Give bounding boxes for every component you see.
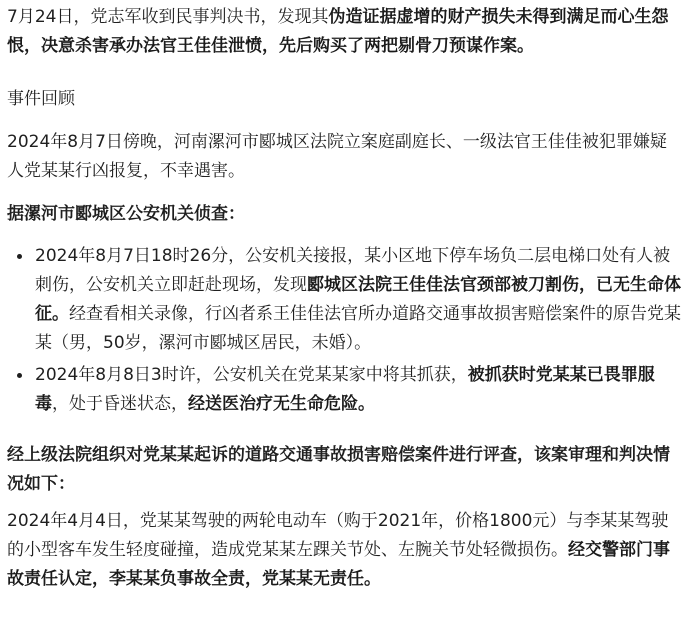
article-body xyxy=(7,3,683,594)
case-paragraph xyxy=(7,507,683,594)
list-item-emphasis: 经送医治疗无生命危险。 xyxy=(188,394,375,414)
list-item-emphasis: 郾城区法院王佳佳法官颈部被刀割伤，已无生命体征。 xyxy=(35,275,681,324)
list-item xyxy=(35,361,683,419)
bullet-dot-icon xyxy=(17,373,22,378)
case-text: 2024年4月4日，党某某驾驶的两轮电动车（购于2021年，价格1800元）与李某某驾驶的小型客车发生轻度碰撞，造成党某某左踝关节处、左腕关节处轻微损伤。 xyxy=(7,511,669,560)
list-item-text: ，处于昏迷状态， xyxy=(52,394,188,414)
list-item xyxy=(35,242,683,358)
section-title: 事件回顾 xyxy=(7,89,75,109)
police-heading: 据漯河市郾城区公安机关侦查： xyxy=(7,204,245,224)
intro-text: 7月24日，党志军收到民事判决书，发现其 xyxy=(7,7,329,27)
list-item-emphasis: 被抓获时党某某已畏罪服毒 xyxy=(35,365,655,414)
bullet-dot-icon xyxy=(17,254,22,259)
court-heading: 经上级法院组织对党某某起诉的道路交通事故损害赔偿案件进行评查，该案审理和判决情况如下： xyxy=(7,445,670,494)
intro-paragraph xyxy=(7,3,683,61)
case-emphasis: 经交警部门事故责任认定，李某某负事故全责，党某某无责任。 xyxy=(7,540,670,589)
list-item-text: 经查看相关录像，行凶者系王佳佳法官所办道路交通事故损害赔偿案件的原告党某某（男，50岁，漯河市郾城区居民，未婚）。 xyxy=(35,304,681,353)
list-item-text: 2024年8月7日18时26分，公安机关接报，某小区地下停车场负二层电梯口处有人被刺伤，公安机关立即赶赴现场，发现 xyxy=(35,246,671,295)
investigation-list xyxy=(7,242,683,419)
list-item-text: 2024年8月8日3时许，公安机关在党某某家中将其抓获， xyxy=(35,365,468,385)
event-summary: 2024年8月7日傍晚，河南漯河市郾城区法院立案庭副庭长、一级法官王佳佳被犯罪嫌疑人党某某行凶报复，不幸遇害。 xyxy=(7,132,667,181)
intro-emphasis: 伪造证据虚增的财产损失未得到满足而心生怨恨，决意杀害承办法官王佳佳泄愤，先后购买了两把剔骨刀预谋作案。 xyxy=(7,7,669,56)
